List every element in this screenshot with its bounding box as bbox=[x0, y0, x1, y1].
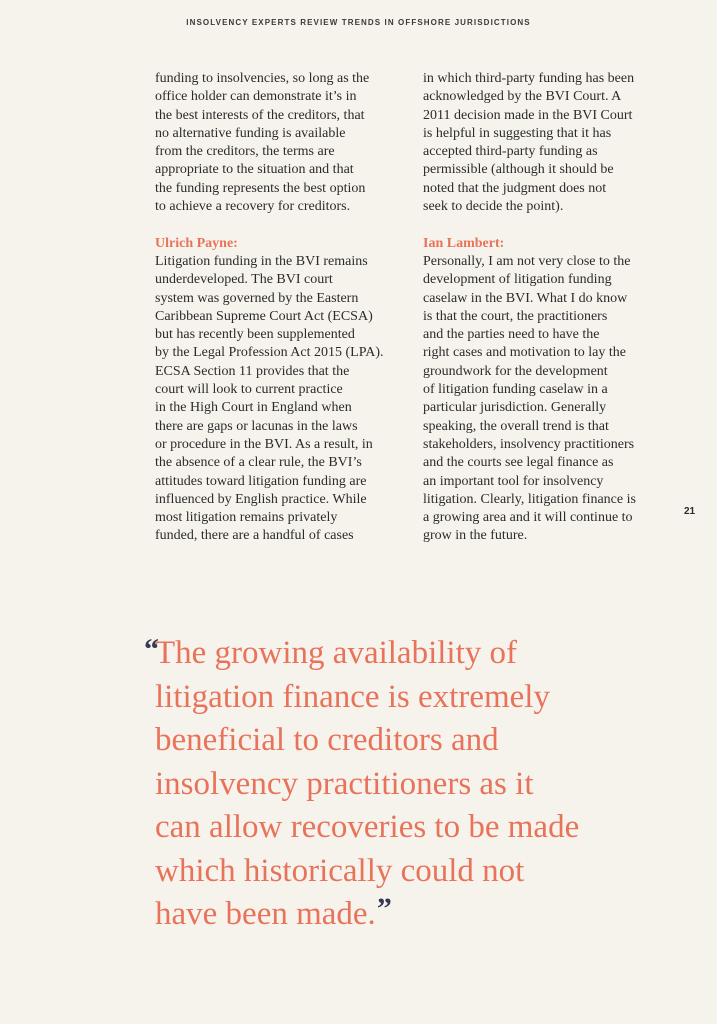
open-quote-mark: “ bbox=[144, 633, 159, 666]
pull-quote-line: litigation finance is extremely bbox=[155, 678, 550, 715]
left-body-line: most litigation remains privately bbox=[155, 510, 338, 526]
close-quote-mark: ” bbox=[376, 892, 392, 925]
right-body-line: particular jurisdiction. Generally bbox=[423, 400, 607, 416]
right-body-line: Personally, I am not very close to the bbox=[423, 253, 631, 269]
right-body-line: development of litigation funding bbox=[423, 272, 612, 288]
right-intro-line: seek to decide the point). bbox=[423, 199, 564, 215]
pull-quote-line-last bbox=[155, 893, 695, 937]
left-body-line: but has recently been supplemented bbox=[155, 327, 355, 343]
pull-quote-line: have been made. bbox=[155, 896, 376, 932]
left-intro-line: from the creditors, the terms are bbox=[155, 144, 335, 160]
pull-quote bbox=[144, 632, 695, 937]
left-intro-line: no alternative funding is available bbox=[155, 125, 346, 141]
right-body-line: of litigation funding caselaw in a bbox=[423, 382, 608, 398]
left-body-line: the absence of a clear rule, the BVI’s bbox=[155, 455, 362, 471]
right-intro-line: acknowledged by the BVI Court. A bbox=[423, 89, 622, 105]
speaker-name-ian-lambert: Ian Lambert: bbox=[423, 235, 505, 251]
right-body-line: grow in the future. bbox=[423, 528, 528, 544]
page-number: 21 bbox=[684, 506, 696, 517]
right-body-line: caselaw in the BVI. What I do know bbox=[423, 290, 628, 306]
speaker-name-ulrich-payne: Ulrich Payne: bbox=[155, 235, 238, 251]
right-body-line: groundwork for the development bbox=[423, 363, 608, 379]
left-body-line: funded, there are a handful of cases bbox=[155, 528, 354, 544]
right-intro-line: accepted third-party funding as bbox=[423, 144, 598, 160]
left-body-line: ECSA Section 11 provides that the bbox=[155, 363, 350, 379]
left-body-line: underdeveloped. The BVI court bbox=[155, 272, 333, 288]
right-body-line: and the parties need to have the bbox=[423, 327, 600, 343]
right-intro-line: is helpful in suggesting that it has bbox=[423, 125, 612, 141]
left-intro-line: the funding represents the best option bbox=[155, 180, 366, 196]
left-body-line: influenced by English practice. While bbox=[155, 491, 367, 507]
pull-quote-line: beneficial to creditors and bbox=[155, 722, 499, 758]
left-body-line: court will look to current practice bbox=[155, 382, 343, 398]
right-body-line: litigation. Clearly, litigation finance is bbox=[423, 491, 636, 507]
left-intro-line: appropriate to the situation and that bbox=[155, 162, 354, 178]
left-column bbox=[155, 70, 405, 546]
left-intro-line: office holder can demonstrate it’s in bbox=[155, 89, 357, 105]
left-body-line: attitudes toward litigation funding are bbox=[155, 473, 367, 489]
right-body-line: is that the court, the practitioners bbox=[423, 308, 608, 324]
left-body-line: there are gaps or lacunas in the laws bbox=[155, 418, 358, 434]
pull-quote-line: can allow recoveries to be made bbox=[155, 809, 580, 845]
pull-quote-line: insolvency practitioners as it bbox=[155, 765, 534, 802]
right-column bbox=[423, 70, 675, 546]
running-header: INSOLVENCY EXPERTS REVIEW TRENDS IN OFFSHORE JURISDICTIONS bbox=[186, 18, 531, 27]
right-intro-line: permissible (although it should be bbox=[423, 162, 614, 178]
left-intro-line: to achieve a recovery for creditors. bbox=[155, 199, 351, 215]
left-body-line: or procedure in the BVI. As a result, in bbox=[155, 436, 373, 452]
right-body-line: stakeholders, insolvency practitioners bbox=[423, 436, 635, 452]
right-body-line: a growing area and it will continue to bbox=[423, 510, 633, 526]
right-body-line: right cases and motivation to lay the bbox=[423, 345, 626, 361]
pull-quote-line: which historically could not bbox=[155, 852, 525, 889]
left-body-line: by the Legal Profession Act 2015 (LPA). bbox=[155, 345, 384, 361]
left-body-line: Caribbean Supreme Court Act (ECSA) bbox=[155, 308, 373, 324]
right-intro-line: in which third-party funding has been bbox=[423, 71, 635, 86]
left-intro-line: funding to insolvencies, so long as the bbox=[155, 71, 370, 86]
left-body-line: in the High Court in England when bbox=[155, 400, 352, 416]
right-intro-line: 2011 decision made in the BVI Court bbox=[423, 107, 633, 123]
right-body-line: and the courts see legal finance as bbox=[423, 455, 614, 471]
left-intro-line: the best interests of the creditors, that bbox=[155, 107, 365, 123]
left-body-line: Litigation funding in the BVI remains bbox=[155, 253, 368, 269]
right-body-line: speaking, the overall trend is that bbox=[423, 418, 609, 434]
pull-quote-line: The growing availability of bbox=[155, 635, 517, 671]
right-body-line: an important tool for insolvency bbox=[423, 473, 604, 489]
left-body-line: system was governed by the Eastern bbox=[155, 290, 359, 306]
right-intro-line: noted that the judgment does not bbox=[423, 180, 607, 196]
